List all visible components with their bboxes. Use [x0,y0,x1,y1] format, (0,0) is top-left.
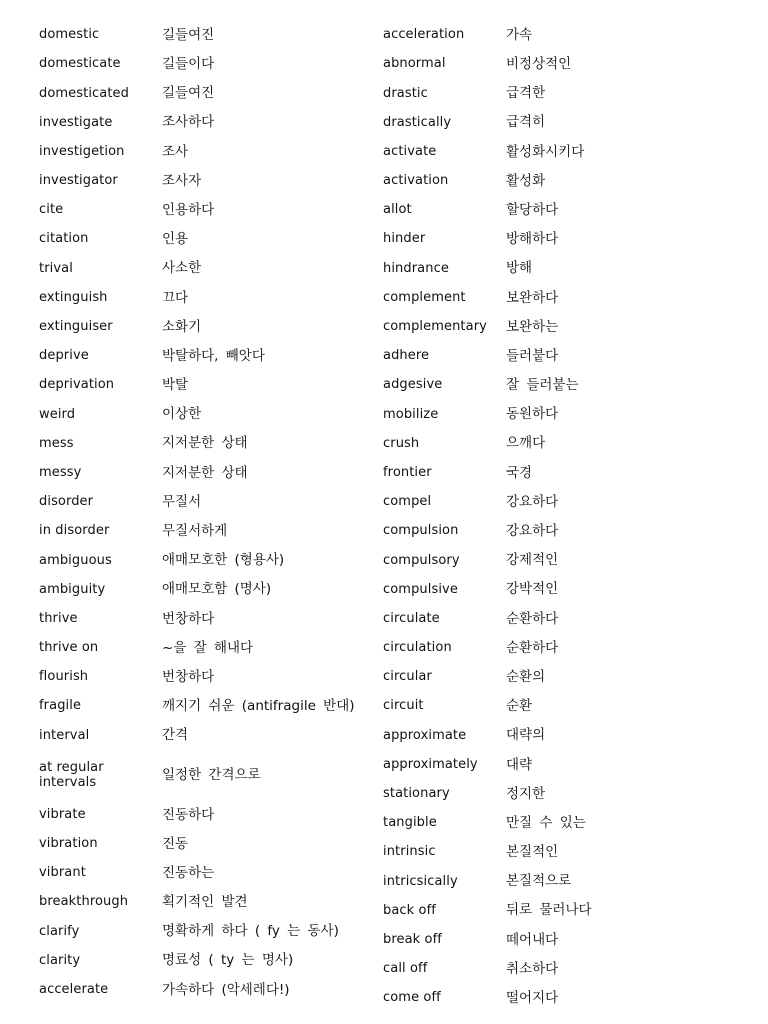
english-word: interval [39,727,90,743]
vocab-row [383,313,753,342]
vocab-row [39,722,369,751]
english-word: thrive [39,610,78,626]
vocab-row [39,255,369,284]
english-word: trival [39,260,73,276]
vocab-row [383,780,753,809]
vocab-row [39,605,369,634]
english-word: ambiguity [39,581,106,597]
korean-meaning: 번창하다 [162,610,215,627]
vocab-row [383,926,753,955]
korean-meaning: 번창하다 [162,668,215,685]
vocab-row [39,517,369,546]
english-word: deprivation [39,377,115,393]
vocab-row [383,867,753,896]
english-word: abnormal [383,56,446,72]
english-word: vibration [39,836,98,851]
english-word: hindrance [383,260,449,276]
vocab-row [39,225,369,254]
english-word: tangible [383,815,437,831]
vocab-row [39,459,369,488]
english-word: domesticate [39,56,121,72]
english-word: call off [383,961,428,977]
english-word: extinguiser [39,319,113,334]
korean-meaning: 급격히 [506,114,546,131]
right-vocab-column [383,21,753,1013]
vocab-row [39,947,369,976]
vocab-row [39,488,369,517]
vocab-row [383,751,753,780]
english-word: activation [383,173,449,189]
vocab-row [383,809,753,838]
english-word: hinder [383,231,426,247]
korean-meaning: 급격한 [506,85,546,102]
korean-meaning: 길들여진 [162,26,215,43]
vocab-row [39,801,369,830]
english-word: disorder [39,494,94,510]
english-word: frontier [383,464,432,480]
korean-meaning: 만질 수 있는 [506,814,586,831]
english-word: breakthrough [39,894,129,910]
korean-meaning: 들러붙다 [506,347,559,364]
korean-meaning: 활성화 [506,172,546,189]
vocab-row [39,50,369,79]
vocab-row [39,109,369,138]
korean-meaning: 조사하다 [162,114,215,131]
english-word: break off [383,931,442,947]
korean-meaning: 애매모호한 (형용사) [162,552,285,569]
vocab-row [39,859,369,888]
korean-meaning: 인용하다 [162,201,215,218]
korean-meaning: 보완하다 [506,289,559,306]
vocab-row [39,692,369,721]
korean-meaning: 방해하다 [506,231,559,248]
vocab-row [39,546,369,575]
vocab-row [39,21,369,50]
english-word: in disorder [39,523,110,539]
english-word: approximately [383,756,478,772]
korean-meaning: 깨지기 쉬운 (antifragile 반대) [162,698,355,715]
english-word: intricsically [383,873,458,889]
english-word: citation [39,231,89,247]
vocab-row [383,255,753,284]
vocab-row [39,976,369,1005]
korean-meaning: 순환 [506,698,533,715]
korean-meaning: 무질서 [162,493,202,510]
korean-meaning: 대략 [506,756,533,773]
english-word: domestic [39,27,100,43]
korean-meaning: 순환하다 [506,610,559,627]
vocab-row [383,605,753,634]
english-word: come off [383,990,441,1006]
korean-meaning: 박탈하다, 빼앗다 [162,347,265,364]
english-word: vibrate [39,806,86,822]
english-word: extinguish [39,289,108,305]
vocab-row [39,888,369,917]
korean-meaning: 길들여진 [162,85,215,102]
korean-meaning: 가속하다 (악세레다!) [162,981,290,998]
korean-meaning: 할당하다 [506,201,559,218]
english-word: vibrant [39,865,86,881]
vocab-row [383,79,753,108]
english-word: back off [383,902,436,918]
vocab-row [39,430,369,459]
korean-meaning: 사소한 [162,260,202,277]
english-word: weird [39,406,76,422]
vocab-row [383,50,753,79]
english-word: circulate [383,610,440,626]
korean-meaning: 이상한 [162,406,202,423]
english-word: compulsory [383,552,460,568]
vocab-row [383,167,753,196]
korean-meaning: 강요하다 [506,493,559,510]
vocab-row [383,838,753,867]
vocab-row [383,371,753,400]
korean-meaning: 일정한 간격으로 [162,766,261,783]
korean-meaning: 명료성 ( ty 는 명사) [162,952,294,969]
vocab-row [383,488,753,517]
english-word: cite [39,202,64,218]
vocab-row [383,400,753,429]
vocab-row [39,917,369,946]
vocab-row [383,342,753,371]
korean-meaning: 박탈 [162,377,189,394]
korean-meaning: 무질서하게 [162,523,228,540]
vocab-row [383,138,753,167]
vocab-row [39,79,369,108]
korean-meaning: 비정상적인 [506,56,572,73]
english-word: adhere [383,348,430,364]
english-word: investigetion [39,143,125,159]
korean-meaning: 뒤로 물러나다 [506,902,592,919]
korean-meaning: 획기적인 발견 [162,894,248,911]
english-word: crush [383,435,420,451]
vocab-row [39,342,369,371]
korean-meaning: 애매모호함 (명사) [162,581,272,598]
english-word: drastic [383,85,428,101]
korean-meaning: 진동 [162,835,189,852]
korean-meaning: 으깨다 [506,435,546,452]
korean-meaning: 간격 [162,727,189,744]
vocab-row [383,576,753,605]
korean-meaning: 길들이다 [162,56,215,73]
english-word: compulsion [383,523,459,539]
vocab-row [383,634,753,663]
korean-meaning: 조사자 [162,172,202,189]
english-word: compulsive [383,581,458,597]
english-word: complementary [383,319,487,334]
korean-meaning: 국경 [506,464,533,481]
vocab-row [383,225,753,254]
korean-meaning: 잘 들러붙는 [506,377,579,394]
vocab-row [383,546,753,575]
vocab-row [39,138,369,167]
korean-meaning: 명확하게 하다 ( fy 는 동사) [162,923,339,940]
english-word: compel [383,494,432,510]
vocab-row [383,692,753,721]
vocab-row [39,284,369,313]
korean-meaning: 강박적인 [506,581,559,598]
vocab-row [39,400,369,429]
english-word: mess [39,435,74,451]
vocab-row [383,517,753,546]
korean-meaning: 지저분한 상태 [162,464,248,481]
vocab-row [39,196,369,225]
english-word: circulation [383,640,452,656]
korean-meaning: 동원하다 [506,406,559,423]
korean-meaning: 강요하다 [506,523,559,540]
vocab-row [383,284,753,313]
english-word: adgesive [383,377,443,393]
korean-meaning: 떨어지다 [506,990,559,1007]
korean-meaning: 순환의 [506,668,546,685]
english-word: allot [383,202,412,218]
korean-meaning: 대략의 [506,727,546,744]
vocab-row [39,830,369,859]
english-word: stationary [383,786,450,801]
english-word: acceleration [383,27,465,43]
vocab-row [383,21,753,50]
english-word: flourish [39,669,89,685]
vocab-row [39,167,369,196]
korean-meaning: 떼어내다 [506,931,559,948]
korean-meaning: ~을 잘 해내다 [162,639,254,656]
english-word: ambiguous [39,552,112,568]
vocab-row [39,576,369,605]
korean-meaning: 활성화시키다 [506,143,585,160]
english-word: clarify [39,923,80,939]
english-word: deprive [39,348,89,364]
vocab-row [383,663,753,692]
korean-meaning: 순환하다 [506,639,559,656]
korean-meaning: 강제적인 [506,552,559,569]
vocab-row [383,109,753,138]
korean-meaning: 가속 [506,26,533,43]
vocab-row [383,459,753,488]
vocab-row [39,751,369,801]
english-word: messy [39,464,82,480]
korean-meaning: 정지한 [506,785,546,802]
korean-meaning: 인용 [162,231,189,248]
vocab-row [383,196,753,225]
korean-meaning: 본질적인 [506,844,559,861]
vocab-row [383,984,753,1013]
english-word: fragile [39,698,82,714]
english-word: domesticated [39,85,130,101]
korean-meaning: 조사 [162,143,189,160]
korean-meaning: 진동하는 [162,864,215,881]
korean-meaning: 본질적으로 [506,873,572,890]
korean-meaning: 끄다 [162,289,189,306]
korean-meaning: 진동하다 [162,806,215,823]
vocab-row [39,634,369,663]
english-word: complement [383,289,466,305]
korean-meaning: 소화기 [162,318,202,335]
english-word: intrinsic [383,844,436,860]
vocab-row [39,663,369,692]
english-word: activate [383,143,437,159]
vocab-row [383,722,753,751]
korean-meaning: 방해 [506,260,533,277]
vocab-row [39,371,369,400]
english-word: circuit [383,698,424,714]
english-word: at regular intervals [39,759,104,790]
english-word: drastically [383,114,452,130]
english-word: accelerate [39,981,109,997]
vocab-row [39,313,369,342]
vocab-row [383,955,753,984]
vocab-row [383,430,753,459]
english-word: mobilize [383,406,439,422]
english-word: circular [383,669,432,685]
english-word: investigate [39,114,113,130]
left-vocab-column [39,21,369,1005]
korean-meaning: 지저분한 상태 [162,435,248,452]
english-word: investigator [39,173,118,189]
korean-meaning: 취소하다 [506,960,559,977]
korean-meaning: 보완하는 [506,318,559,335]
vocab-row [383,897,753,926]
english-word: thrive on [39,640,99,656]
english-word: approximate [383,727,467,743]
english-word: clarity [39,952,81,968]
